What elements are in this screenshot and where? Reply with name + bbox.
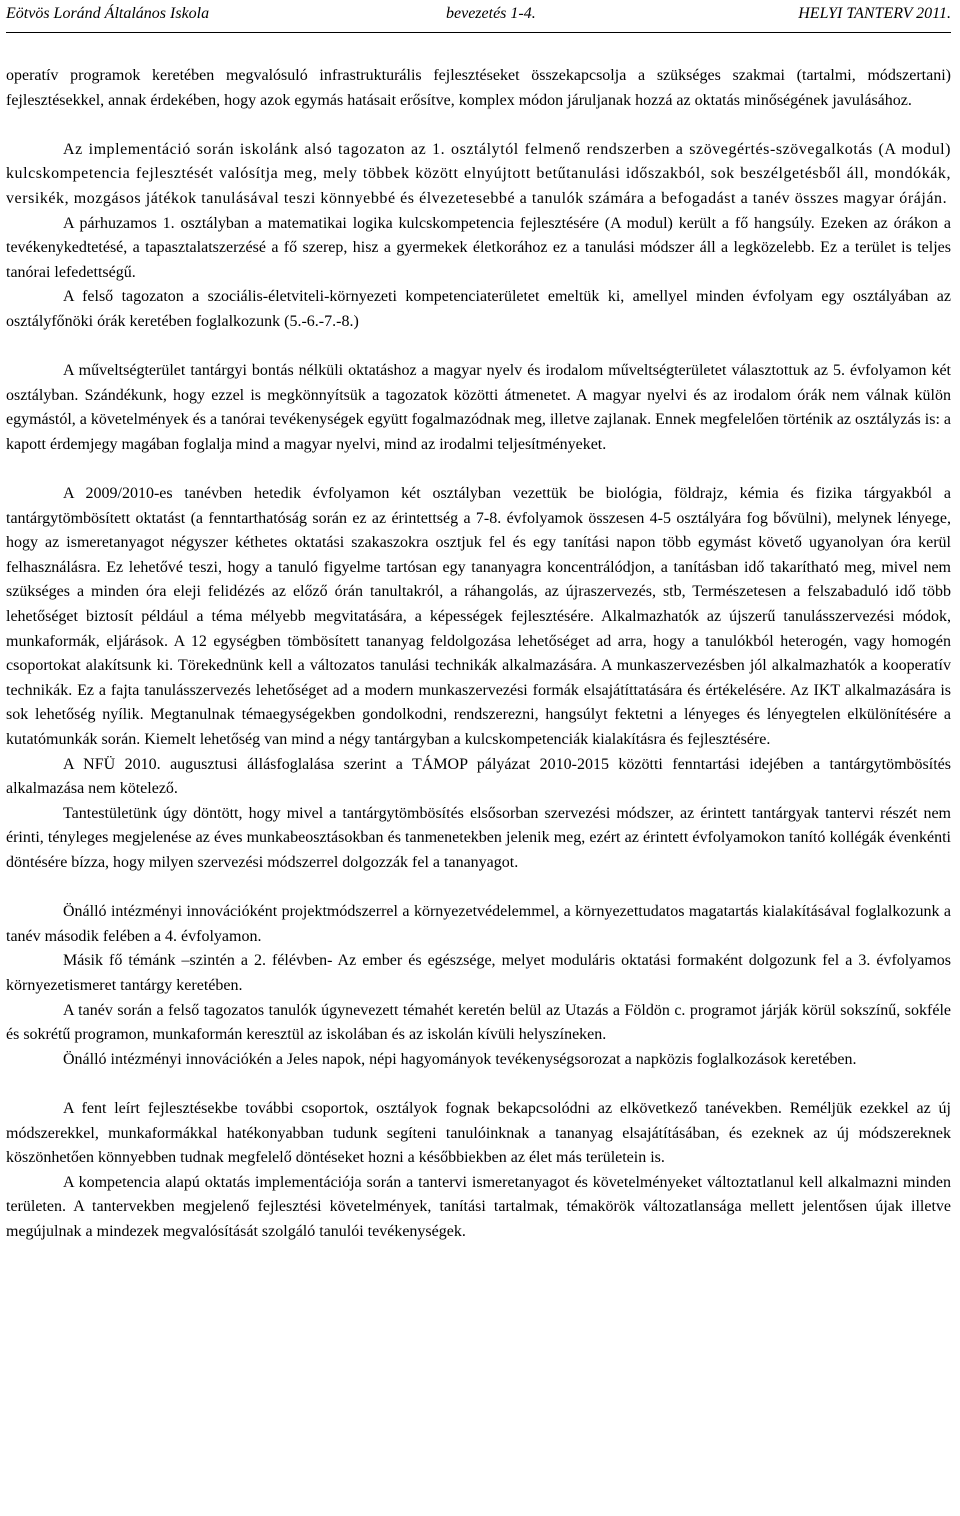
header-document-title: HELYI TANTERV 2011.	[798, 5, 951, 22]
paragraph-math-logic: A párhuzamos 1. osztályban a matematikai logika kulcskompetencia fejlesztésére (A modul) került a fő hangsúly. Ezeken az órákon a tevékenykedtetésé, a tapasztalatszerzésé a fő szerep, hisz a gyermekek életkorához ez a tanulási módszer áll a legközelebb. Ez a terület is teljes tanórai lefedettségű.	[6, 214, 951, 281]
paragraph-literacy: A műveltségterület tantárgyi bontás nélküli oktatáshoz a magyar nyelv és irodalom műveltségterületet választottuk az 5. évfolyamon két osztályban. Szándékunk, hogy ezzel is megkönnyítsük a tagozatok közötti átmenetet. A magyar nyelvi és az irodalom órák nem válnak külön egymástól, a követelmények és a tanórai tevékenységek együtt fogalmazódnak meg, illetve zajlanak. Ennek megfelelően történik az osztályzás is: a kapott érdemjegy magában foglalja mind a magyar nyelvi, mind az irodalmi teljesítményeket.	[6, 362, 951, 453]
paragraph-theme-week: A tanév során a felső tagozatos tanulók úgynevezett témahét keretén belül az Utazás a Földön c. programot járják körül sokszínű, sokféle és sokrétű programon, munkaformán keresztül az iskolában és az iskolán kívüli helyszíneken.	[6, 1001, 951, 1044]
document-body	[6, 64, 951, 1245]
paragraph-upper-grades: A felső tagozaton a szociális-életviteli-környezeti kompetenciaterületet emeltük ki, amellyel minden évfolyam egy osztályában az osztályfőnöki órák keretében foglalkozunk (5.-6.-7.-8.)	[6, 288, 951, 330]
paragraph-block-teaching: A 2009/2010-es tanévben hetedik évfolyamon két osztályban vezettük be biológia, földrajz, kémia és fizika tárgyakból a tantárgytömbösített oktatást (a fenntarthatóság során ez az érintettség a 7-8. évfolyamok összesen 4-5 osztályára fog bővülni), melynek lényege, hogy az ismeretanyagot négyszer kéthetes oktatási szakaszokra osztjuk fel és egy tanítási napon több egymást követő ugyanolyan óra kerül felhasználásra. Ez lehetővé teszi, hogy a tanuló figyelme tartósan egy tananyagra koncentrálódjon, a tanításban idő takarítható meg, mivel nem szükséges a minden óra eleji felidézés az előző órán tanultakról, a ráhangolás, az újraszervezés, stb, Természetesen a felszabaduló idő több lehetőséget biztosít például a téma mélyebb megvitatására, a képességek fejlesztésére. Alkalmazhatók az újszerű tanulásszervezési módok, munkaformák, eljárások. A 12 egységben tömbösített tananyag feldolgozása lehetőséget ad arra, hogy a tanulókból heterogén, vagy homogén csoportokat alakítsunk ki. Törekednünk kell a változatos tanulási technikák alkalmazására. A munkaszervezésben jól alkalmazhatók a kooperatív technikák. Ez a fajta tanulásszervezés lehetőséget ad a modern munkaszervezési formák elsajátíttatására és értékelésére. Az IKT alkalmazására is sok lehetőség nyílik. Megtanulnak témaegységekben gondolkodni, rendszerezni, hangsúlyt fektetni a lényeges és lényegtelen elkülönítésére a kutatómunkák során. Kiemelt lehetőség van mind a négy tantárgyban a kulcskompetenciák kialakításra és fejlesztésére.	[6, 485, 951, 749]
paragraph-infrastructure: operatív programok keretében megvalósuló infrastrukturális fejlesztéseket összekapcsolja a szükséges szakmai (tartalmi, módszertani) fejlesztésekkel, annak érdekében, hogy azok egymás hatásait erősítve, komplex módon járuljanak hozzá az oktatás minőségének javulásához.	[6, 67, 951, 109]
paragraph-project-method: Önálló intézményi innovációként projektmódszerrel a környezetvédelemmel, a környezettudatos magatartás kialakításával foglalkozunk a tanév második felében a 4. évfolyamon.	[6, 903, 951, 945]
paragraph-competency-implementation: A kompetencia alapú oktatás implementációja során a tantervi ismeretanyagot és követelményeket változtatlanul kell alkalmazni minden területen. A tantervekben megjelenő fejlesztési követelmények, tanítási tartalmak, témakörök változatlansága mellett jelentősen újak illetve megújulnak a mindezek megvalósítását szolgáló tanulói tevékenységek.	[6, 1173, 951, 1240]
header-grades: bevezetés 1-4.	[446, 5, 536, 22]
paragraph-staff-decision: Tantestületünk úgy döntött, hogy mivel a tantárgytömbösítés elsősorban szervezési módszer, az érintett tantárgyak tantervi részét nem érinti, tényleges megjelenése az éves munkabeosztásokban és tanmenetekben jelenik meg, ezért az érintett évfolyamokon tanító kollégák évenkénti döntésére bízza, hogy milyen szervezési módszerrel dolgozzák fel a tananyagot.	[6, 804, 951, 871]
paragraph-nfu: A NFÜ 2010. augusztusi állásfoglalása szerint a TÁMOP pályázat 2010-2015 közötti fenntartási idejében a tantárgytömbösítés alkalmazása nem kötelező.	[6, 755, 951, 798]
paragraph-traditions: Önálló intézményi innovációkén a Jeles napok, népi hagyományok tevékenységsorozat a napközis foglalkozások keretében.	[63, 1050, 857, 1068]
paragraph-health-module: Másik fő témánk –szintén a 2. félévben- Az ember és egészsége, melyet moduláris oktatási formaként dolgozunk fel a 3. évfolyamos környezetismeret tantárgy keretében.	[6, 952, 951, 994]
paragraph-future-plans: A fent leírt fejlesztésekbe további csoportok, osztályok fognak bekapcsolódni az elkövetkező tanévekben. Reméljük ezekkel az új módszerekkel, munkaformákkal hatékonyabban tudunk segíteni tanulóinknak a tananyag elsajátításában, és ezeknek az új módszereknek köszönhetően könnyebben tudnak megfelelő döntéseket hozni a későbbiekben az élet más területein is.	[6, 1099, 951, 1167]
page-header	[6, 0, 951, 33]
header-school-name: Eötvös Loránd Általános Iskola	[6, 5, 210, 22]
paragraph-implementation: Az implementáció során iskolánk alsó tagozaton az 1. osztálytól felmenő rendszerben a szövegértés-szövegalkotás (A modul) kulcskompetencia fejlesztését valósítja meg, mely többek között elnyújtott betűtanulási időszakból, sok beszélgetésből áll, mondókák, versikék, mozgásos játékok tanulásával teszi könnyebbé és élvezetesebbé a tanulók számára a befogadást a tanév összes magyar óráján.	[6, 140, 951, 207]
